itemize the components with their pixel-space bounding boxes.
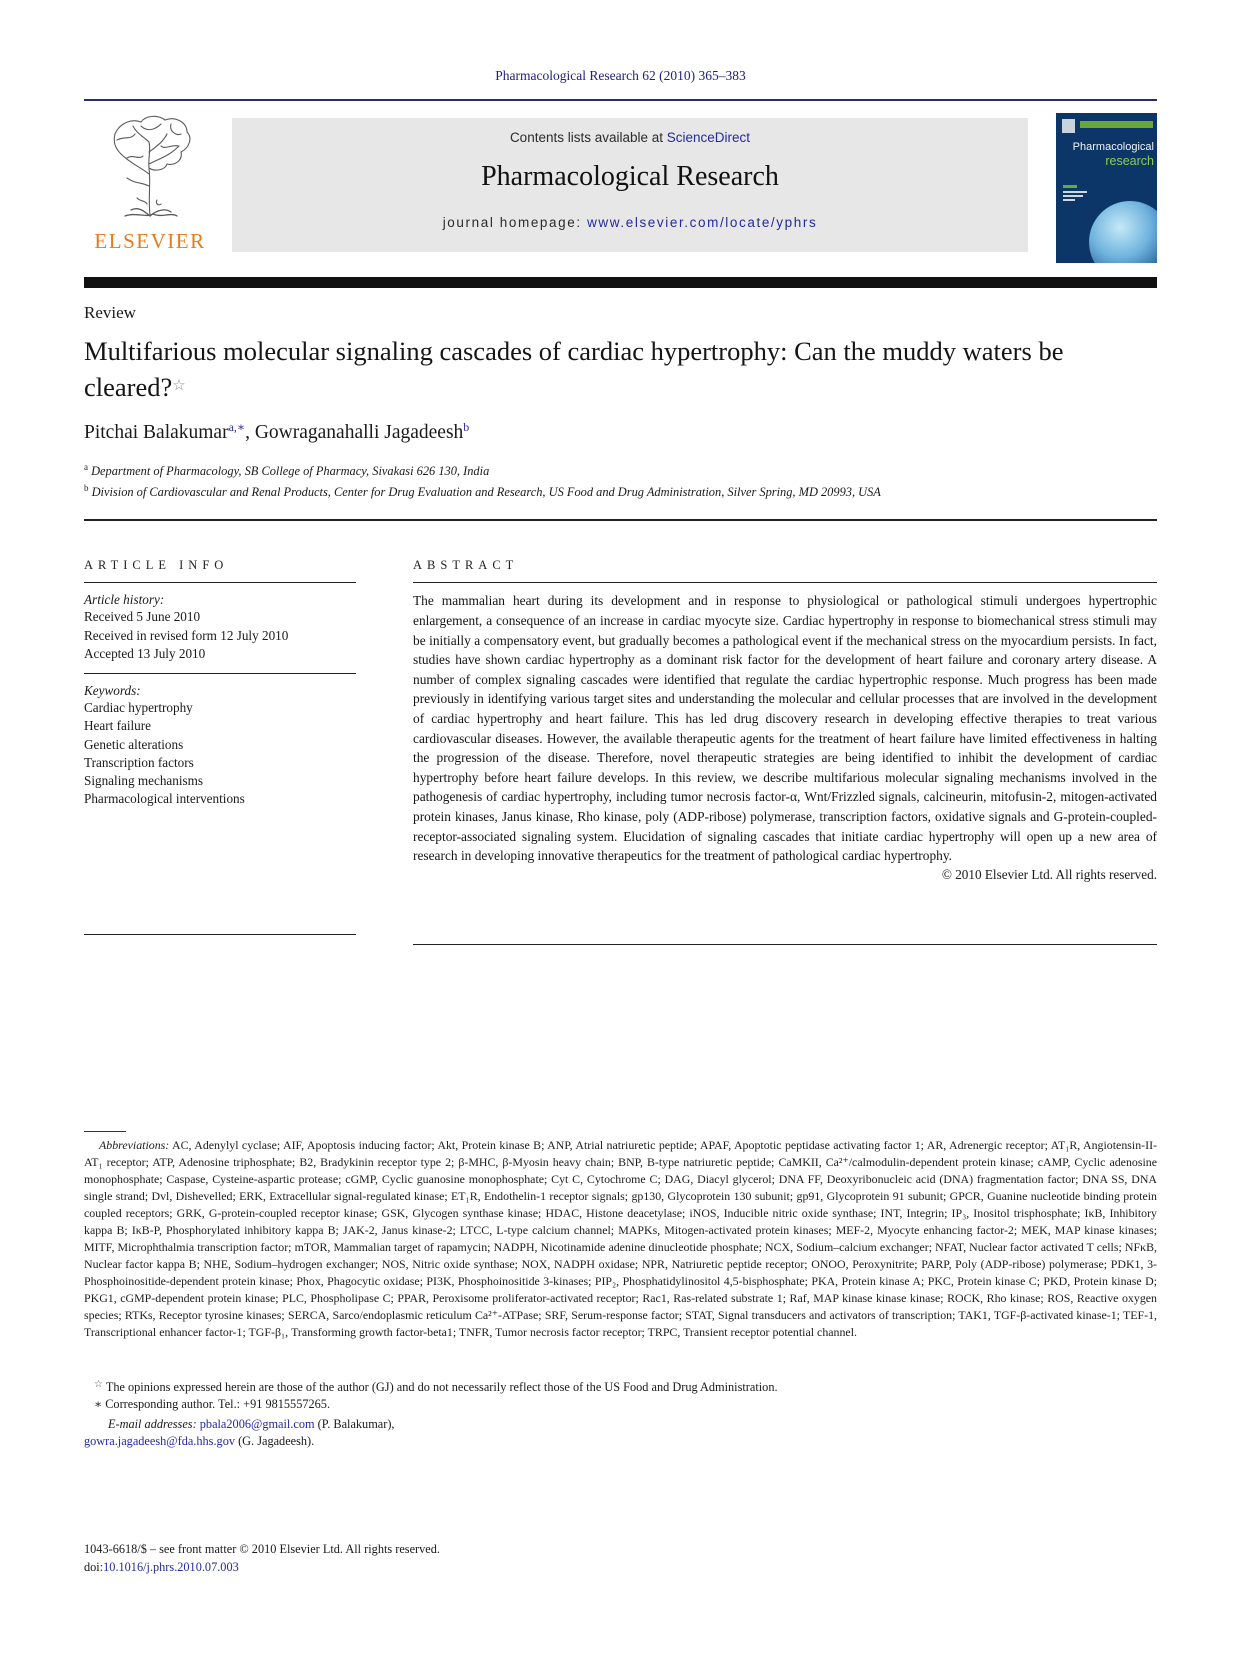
keyword-item: Pharmacological interventions [84,791,245,807]
author-separator: , [245,422,255,443]
cover-decorative-bar [1063,191,1087,193]
doi-line [84,1560,239,1575]
article-head-rule [84,519,1157,521]
affiliation-mark: a [84,462,88,472]
section-rule [84,934,356,935]
elsevier-wordmark: ELSEVIER [94,229,206,253]
section-rule [413,944,1157,945]
asterisk-footnote-icon: ∗ [94,1397,103,1411]
header-rule [84,99,1157,101]
article-type-label: Review [84,303,136,322]
affiliation-mark: b [84,483,89,494]
doi-link[interactable]: 10.1016/j.phrs.2010.07.003 [103,1560,239,1574]
homepage-line [232,215,1028,230]
keywords-label: Keywords: [84,683,141,699]
abstract-text: The mammalian heart during its development and in response to physiological or pathological stimuli undergoes hypertrophic enlargement, a consequence of an increase in cardiac myocyte size. Cardiac hypertrophy in response to biomechanical stress stimuli may be initially a compensatory event, but gradually becomes a pathological event if the mechanical stress on the myocardium persists. In fact, studies have shown cardiac hypertrophy as a dominant risk factor for the development of heart failure and coronary artery disease. A number of complex signaling cascades were identified that regulate the cardiac hypertrophic response. Much progress has been made previously in identifying various target sites and understanding the molecular and cellular processes that are involved in the development of cardiac hypertrophy and heart failure. This has led drug discovery research in developing effective therapies to treat various cardiovascular diseases. However, the available therapeutic agents for the treatment of heart failure have limited effectiveness in halting the progression of the disease. Therefore, novel therapeutic strategies are being identified to inhibit the development of cardiac hypertrophy before heart failure develops. In this review, we describe multifarious molecular signaling mechanisms involved in the pathogenesis of cardiac hypertrophy, including tumor necrosis factor-α, Wnt/Frizzled signals, calcineurin, mitofusin-2, mitogen-activated protein kinases, Janus kinase, Rho kinase, poly (ADP-ribose) polymerase, transcription factors, oxidative signals and G-protein-coupled-receptor-associated signaling system. Elucidation of signaling cascades that initiate cardiac hypertrophy will open up a new area of research in developing innovative therapeutics for the treatment of pathological cardiac hypertrophy. [413,593,1157,864]
abstract-column [413,558,1157,883]
sciencedirect-link[interactable]: ScienceDirect [666,130,751,145]
cover-globe-image [1089,201,1157,263]
cover-decorative-bar [1063,199,1075,201]
keyword-item: Signaling mechanisms [84,773,204,788]
email-line [84,1416,1157,1433]
email-link-jagadeesh[interactable]: gowra.jagadeesh@fda.hhs.gov [84,1434,235,1448]
cover-title-line1: Pharmacological [1072,141,1154,153]
author-line [84,420,469,444]
affiliation-line [84,480,1157,501]
abbreviations-label: Abbreviations: [99,1138,170,1152]
section-rule [413,582,1157,583]
email-link-balakumar[interactable]: pbala2006@gmail.com [199,1417,315,1431]
masthead-divider-bar [84,277,1157,288]
article-info-heading: ARTICLE INFO [84,558,229,572]
journal-masthead [232,118,1028,252]
article-title-text: Multifarious molecular signaling cascades of cardiac hypertrophy: Can the muddy waters be cleared? [84,336,1064,402]
email-addresses-footnote [84,1416,1157,1450]
cover-title-line2: research [1105,154,1154,168]
author-name: Pitchai Balakumar [84,422,229,443]
author-affiliation-mark[interactable]: b [463,420,470,434]
cover-decorative-bar [1063,185,1077,188]
opinion-footnote-text: The opinions expressed herein are those of the author (GJ) and do not necessarily reflect those of the US Food and Drug Administration. [102,1380,778,1394]
affiliations [84,459,1157,501]
homepage-prefix: journal homepage: [442,215,588,230]
article-info-column [84,558,356,808]
elsevier-tree-icon [91,112,209,224]
history-item: Received in revised form 12 July 2010 [84,627,289,643]
corresponding-author-text: Corresponding author. Tel.: +91 9815557265. [102,1397,331,1411]
title-footnote-star-icon: ☆ [172,378,186,394]
issn-copyright-line: 1043-6618/$ – see front matter © 2010 Elsevier Ltd. All rights reserved. [84,1542,440,1556]
footnote-rule [84,1131,126,1132]
abbreviations-text: AC, Adenylyl cyclase; AIF, Apoptosis inducing factor; Akt, Protein kinase B; ANP, Atrial natriuretic peptide; APAF, Apoptotic peptidase activating factor 1; AR, Adrenergic receptor; AT₁R, Angiotensin-II-AT₁ receptor; ATP, Adenosine triphosphate; B2, Bradykinin receptor type 2; β-MHC, β-Myosin heavy chain; BNP, B-type natriuretic peptide; CaMKII, Ca²⁺/calmodulin-dependent protein kinase; cAMP, Cyclic adenosine monophosphate; Caspase, Cysteine-aspartic protease; cGMP, Cyclic guanosine monophosphate; Cyt C, Cytochrome C; DAG, Diacyl glycerol; DNA FF, Deoxyribonucleic acid (DNA) fragmentation factor; DNA SS, DNA single strand; Dvl, Dishevelled; ERK, Extracellular signal-regulated kinase; ET₁R, Endothelin-1 receptor signals; gp130, Glycoprotein 130 subunit; gp91, Glycoprotein 91 subunit; GPCR, Guanine nucleotide binding protein coupled receptors; GRK, G-protein-coupled receptor kinase; GSK, Glycogen synthase kinase; HDAC, Histone deacetylase; iNOS, Inducible nitric oxide synthase; INT, Integrin; IP₃, Inositol trisphosphate; IκB, Inhibitory kappa B; IκB-P, Phosphorylated inhibitory kappa B; JAK-2, Janus kinase-2; LTCC, L-type calcium channel; MAPKs, Mitogen-activated protein kinases; MEF-2, Myocyte enhancing factor-2; MEK, MAP kinase kinases; MITF, Microphthalmia transcription factor; mTOR, Mammalian target of rapamycin; NADPH, Nicotinamide adenine dinucleotide phosphate; NCX, Sodium–calcium exchanger; NFAT, Nuclear factor activated T cells; NFκB, Nuclear factor kappa B; NHE, Sodium–hydrogen exchanger; NOS, Nitric oxide synthase; NOX, NADPH oxidase; NPR, Natriuretic peptide receptor; ONOO, Peroxynitrite; PARP, Poly (ADP-ribose) polymerase; PDK1, 3-Phosphoinositide-dependent protein kinase; Phox, Phagocytic oxidase; PI3K, Phosphoinositide 3-kinases; PIP₂, Phosphatidylinositol 4,5-bisphosphate; PKA, Protein kinase A; PKC, Protein kinase C; PKD, Protein kinase D; PKG1, cGMP-dependent protein kinase; PLC, Phospholipase C; PPAR, Peroxisome proliferator-activated receptor; Rac1, Ras-related substrate 1; Raf, MAP kinase kinase kinase; ROCK, Rho kinase; ROS, Reactive oxygen species; RTKs, Receptor tyrosine kinases; SERCA, Sarco/endoplasmic reticulum Ca²⁺-ATPase; SRF, Serum-response factor; STAT, Signal transducers and activators of transcription; TAK1, TGF-β-activated kinase-1; TEF-1, Transcriptional enhancer factor-1; TGF-β₁, Transforming growth factor-beta1; TNFR, Tumor necrosis factor receptor; TRPC, Transient receptor potential channel. [84,1138,1157,1339]
affiliation-text: Division of Cardiovascular and Renal Products, Center for Drug Evaluation and Research, US Food and Drug Administration, Silver Spring, MD 20993, USA [88,485,881,500]
homepage-url-link[interactable]: www.elsevier.com/locate/yphrs [587,215,818,230]
corresponding-author-footnote [84,1396,1157,1413]
article-title [84,334,1084,405]
star-footnote-icon: ☆ [94,1379,103,1390]
email-owner: (G. Jagadeesh). [235,1434,315,1448]
journal-cover-thumbnail[interactable] [1056,113,1157,263]
abbreviations-footnote [84,1137,1157,1341]
history-item: Received 5 June 2010 [84,609,201,625]
section-rule [84,673,356,674]
contents-prefix: Contents lists available at [509,130,667,145]
doi-prefix: doi: [84,1560,104,1574]
elsevier-logo[interactable] [84,112,216,254]
page-header-citation: Pharmacological Research 62 (2010) 365–383 [495,68,746,83]
keyword-item: Transcription factors [84,754,194,770]
opinion-footnote [84,1376,1157,1396]
author-name: Gowraganahalli Jagadeesh [254,422,464,443]
cover-top-bar [1080,121,1153,128]
abstract-copyright: © 2010 Elsevier Ltd. All rights reserved. [941,866,1157,882]
history-item: Accepted 13 July 2010 [84,645,206,661]
section-rule [84,582,356,583]
cover-society-logo [1062,119,1075,133]
affiliation-line [84,459,1157,480]
abstract-heading: ABSTRACT [413,558,519,572]
keyword-item: Heart failure [84,718,151,734]
email-line [84,1433,1157,1450]
journal-title: Pharmacological Research [481,161,779,192]
keyword-item: Cardiac hypertrophy [84,700,193,716]
email-addresses-label: E-mail addresses: [108,1417,197,1431]
cover-decorative-bar [1063,195,1083,197]
contents-line [232,130,1028,145]
affiliation-text: Department of Pharmacology, SB College of Pharmacy, Sivakasi 626 130, India [88,464,490,479]
author-affiliation-mark[interactable]: a,∗ [228,420,246,434]
article-history-label: Article history: [84,592,165,608]
keyword-item: Genetic alterations [84,736,184,752]
email-owner: (P. Balakumar), [314,1417,395,1431]
